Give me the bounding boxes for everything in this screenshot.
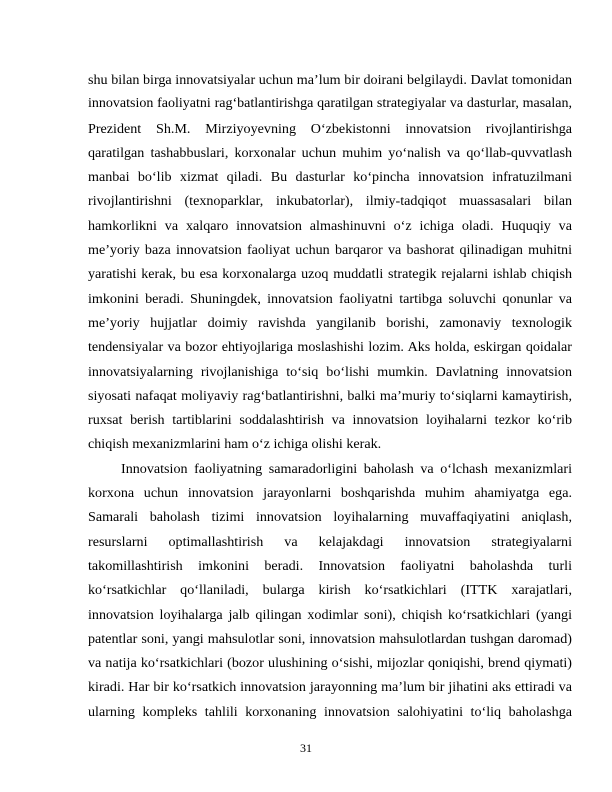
text-line: resurslarni optimallashtirish va kelajakdagi innovatsion strategiyalarni: [88, 533, 572, 550]
text-line: takomillashtirish imkonini beradi. Innovatsion faoliyatni baholashda turli: [88, 557, 572, 574]
page-number: 31: [300, 741, 312, 755]
paragraph-2: [88, 457, 572, 724]
text-line: chiqish mexanizmlarini ham o‘z ichiga olishi kerak.: [88, 436, 382, 453]
page-body: [88, 68, 572, 724]
text-line: Innovatsion faoliyatning samaradorligini baholash va o‘lchash mexanizmlari: [121, 460, 572, 477]
text-line: va natija ko‘rsatkichlari (bozor ulushining o‘sishi, mijozlar qoniqishi, brend qiymati): [88, 655, 572, 672]
text-line: rivojlantirishni (texnoparklar, inkubatorlar), ilmiy-tadqiqot muassasalari bilan: [88, 193, 572, 210]
text-line: yaratishi kerak, bu esa korxonalarga uzoq muddatli strategik rejalarni ishlab chiqish: [88, 266, 572, 283]
text-line: innovatsion faoliyatni rag‘batlantirishga qaratilgan strategiyalar va dasturlar, masalan,: [88, 96, 572, 112]
text-line: me’yoriy baza innovatsion faoliyat uchun barqaror va bashorat qilinadigan muhitni: [88, 242, 572, 259]
text-line: shu bilan birga innovatsiyalar uchun ma’lum bir doirani belgilaydi. Davlat tomonidan: [88, 72, 572, 88]
text-line: patentlar soni, yangi mahsulotlar soni, innovatsion mahsulotlardan tushgan daromad): [88, 630, 572, 647]
text-line: siyosati nafaqat moliyaviy rag‘batlantirishni, balki ma’muriy to‘siqlarni kamaytirish,: [88, 387, 572, 404]
text-line: innovatsion loyihalarga jalb qilingan xodimlar soni), chiqish ko‘rsatkichlari (yangi: [88, 606, 572, 623]
text-line: korxona uchun innovatsion jarayonlarni boshqarishda muhim ahamiyatga ega.: [88, 485, 572, 502]
text-line: qaratilgan tashabbuslari, korxonalar uchun muhim yo‘nalish va qo‘llab-quvvatlash: [88, 144, 572, 161]
text-line: hamkorlikni va xalqaro innovatsion almashinuvni o‘z ichiga oladi. Huquqiy va: [88, 217, 572, 234]
text-line: ularning kompleks tahlili korxonaning innovatsion salohiyatini to‘liq baholashga: [88, 703, 572, 720]
text-line: manbai bo‘lib xizmat qiladi. Bu dasturlar ko‘pincha innovatsion infratuzilmani: [88, 169, 572, 186]
text-line: me’yoriy hujjatlar doimiy ravishda yangilanib borishi, zamonaviy texnologik: [88, 314, 572, 331]
text-line: Samarali baholash tizimi innovatsion loyihalarning muvaffaqiyatini aniqlash,: [88, 509, 572, 526]
paragraph-1: [88, 68, 572, 457]
text-line: ruxsat berish tartiblarini soddalashtirish va innovatsion loyihalarni tezkor ko‘rib: [88, 412, 572, 429]
text-line: tendensiyalar va bozor ehtiyojlariga moslashishi lozim. Aks holda, eskirgan qoidalar: [88, 339, 572, 356]
text-line: innovatsiyalarning rivojlanishiga to‘siq bo‘lishi mumkin. Davlatning innovatsion: [88, 363, 572, 380]
text-line: imkonini beradi. Shuningdek, innovatsion faoliyatni tartibga soluvchi qonunlar va: [88, 290, 572, 307]
text-line: ko‘rsatkichlar qo‘llaniladi, bularga kirish ko‘rsatkichlari (ITTK xarajatlari,: [88, 582, 572, 599]
text-line: Prezident Sh.M. Mirziyoyevning O‘zbekistonni innovatsion rivojlantirishga: [88, 120, 572, 137]
text-line: kiradi. Har bir ko‘rsatkich innovatsion jarayonning ma’lum bir jihatini aks ettiradi va: [88, 679, 572, 696]
